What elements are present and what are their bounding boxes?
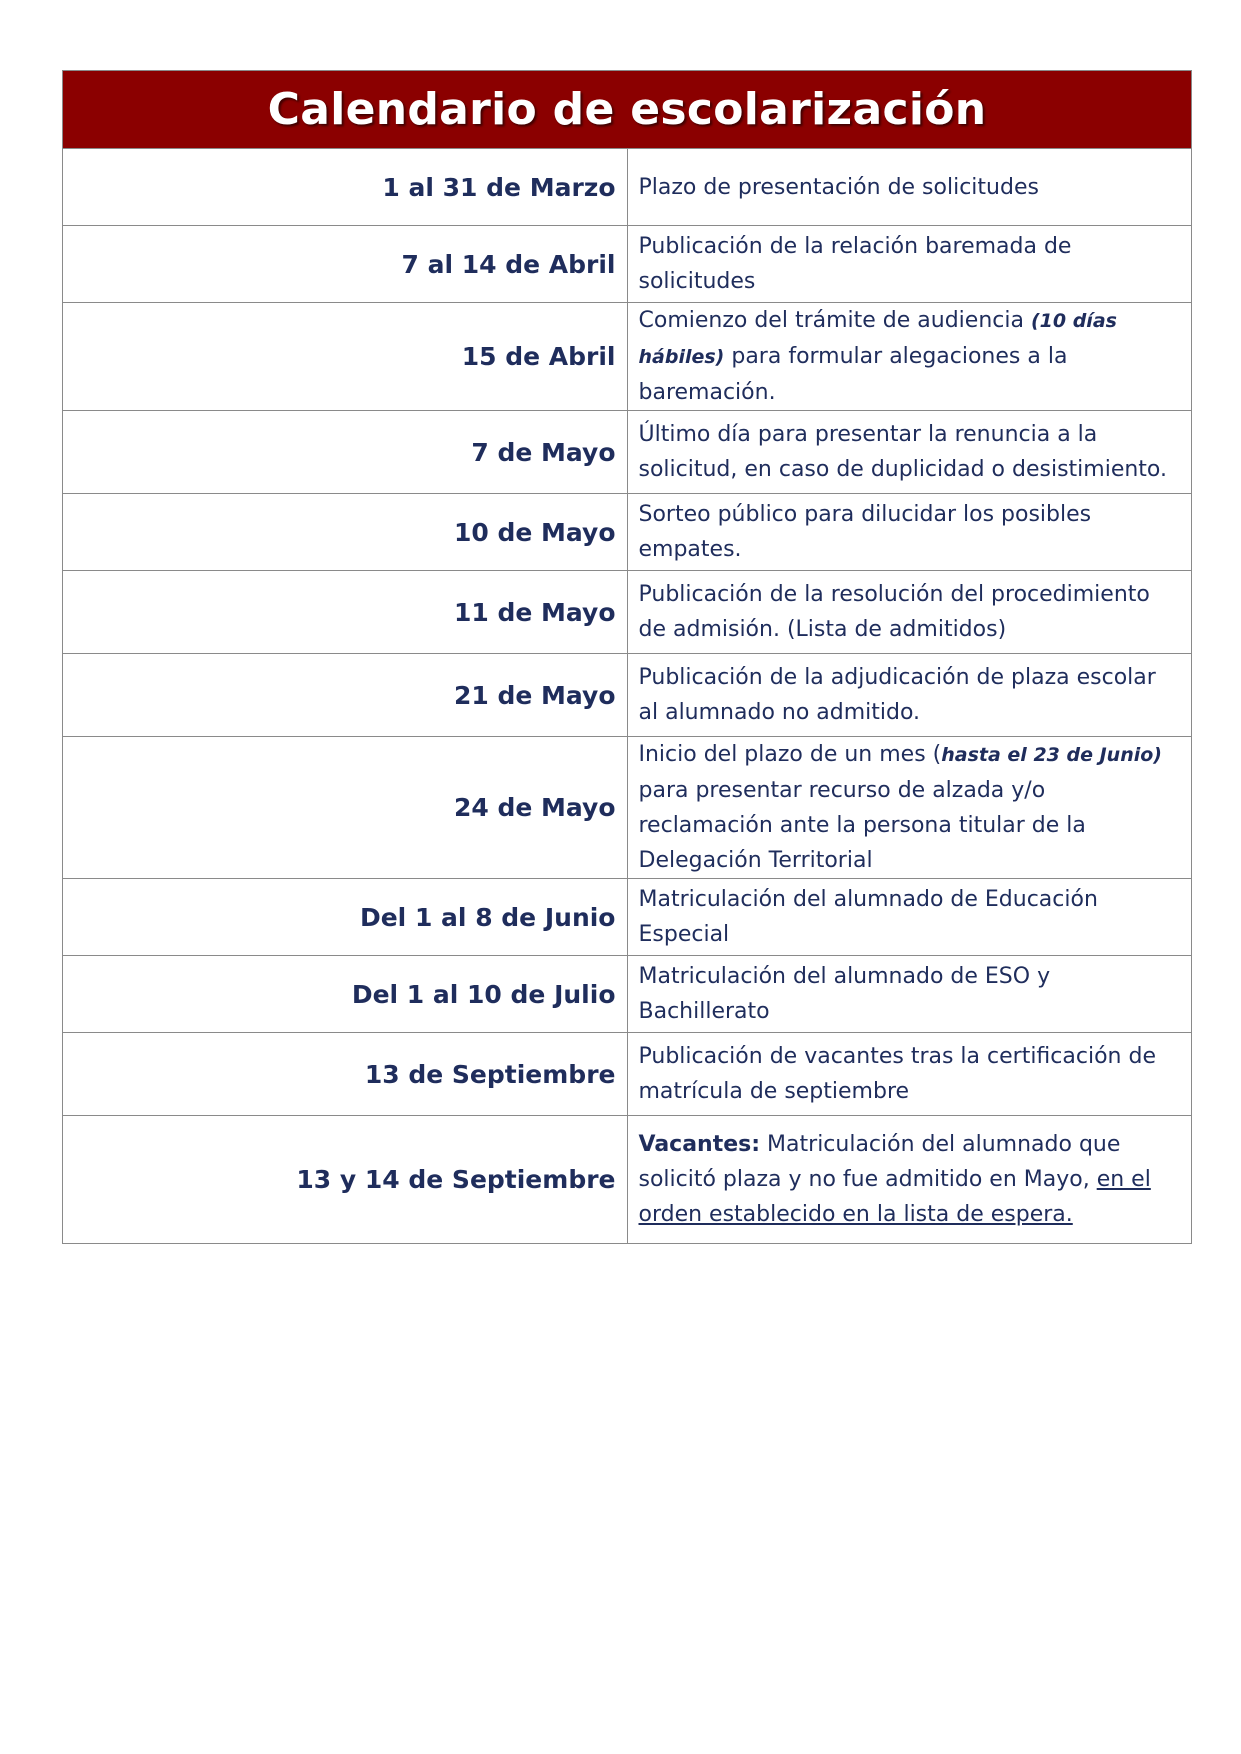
row-date: Del 1 al 8 de Junio [63,879,628,956]
row-description: Publicación de la relación baremada de solicitudes [627,226,1192,303]
row-description [627,303,1192,411]
table-row [63,149,1192,226]
row-date: 1 al 31 de Marzo [63,149,628,226]
calendar-table [62,70,1192,1244]
row-date: 7 al 14 de Abril [63,226,628,303]
row-date: 7 de Mayo [63,411,628,494]
row-description [627,737,1192,879]
row-date: 24 de Mayo [63,737,628,879]
description-strong: Vacantes: [638,1132,761,1157]
table-row [63,1033,1192,1116]
description-text: para formular alegaciones a la baremación. [638,344,1068,405]
table-row [63,494,1192,571]
row-description: Plazo de presentación de solicitudes [627,149,1192,226]
row-description: Matriculación del alumnado de Educación Especial [627,879,1192,956]
table-row [63,654,1192,737]
row-date: 15 de Abril [63,303,628,411]
row-description: Último día para presentar la renuncia a la solicitud, en caso de duplicidad o desistimiento. [627,411,1192,494]
table-title: Calendario de escolarización [63,71,1192,149]
row-date: Del 1 al 10 de Julio [63,956,628,1033]
row-description [627,1116,1192,1244]
table-row [63,879,1192,956]
row-date: 13 de Septiembre [63,1033,628,1116]
table-row [63,411,1192,494]
table-row [63,1116,1192,1244]
row-description: Publicación de vacantes tras la certificación de matrícula de septiembre [627,1033,1192,1116]
title-row [63,71,1192,149]
table-row [63,571,1192,654]
description-text: Matriculación del alumnado que solicitó plaza y no fue admitido en Mayo, [638,1132,1121,1192]
row-date: 13 y 14 de Septiembre [63,1116,628,1244]
row-description: Matriculación del alumnado de ESO y Bachillerato [627,956,1192,1033]
row-date: 10 de Mayo [63,494,628,571]
description-text: Inicio del plazo de un mes ( [638,742,942,767]
row-description: Publicación de la adjudicación de plaza escolar al alumnado no admitido. [627,654,1192,737]
description-emphasis: hasta el 23 de Junio) [941,744,1162,766]
row-date: 11 de Mayo [63,571,628,654]
row-date: 21 de Mayo [63,654,628,737]
description-text: para presentar recurso de alzada y/o reclamación ante la persona titular de la Delegación Territorial [638,778,1086,873]
table-row [63,956,1192,1033]
table-row [63,226,1192,303]
description-text: Comienzo del trámite de audiencia [638,308,1031,333]
row-description: Sorteo público para dilucidar los posibles empates. [627,494,1192,571]
row-description: Publicación de la resolución del procedimiento de admisión. (Lista de admitidos) [627,571,1192,654]
description-emphasis: (10 días hábiles) [638,310,1117,368]
table-row [63,303,1192,411]
description-underlined: en el orden establecido en la lista de espera. [638,1167,1151,1227]
table-row [63,737,1192,879]
